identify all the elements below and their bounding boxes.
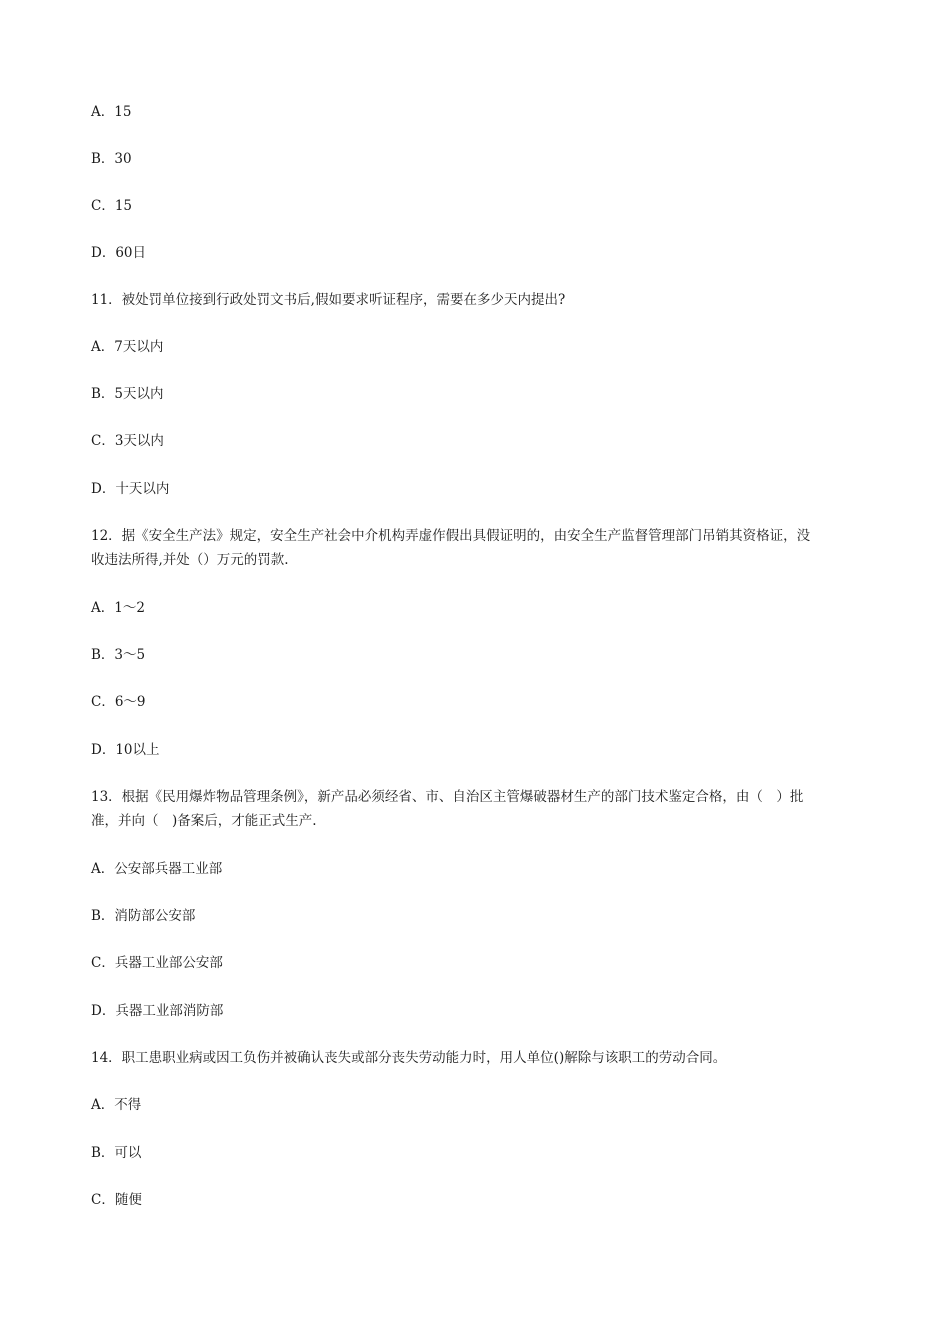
question-11: 11．被处罚单位接到行政处罚文书后,假如要求听证程序，需要在多少天内提出? [91, 292, 566, 308]
q11-option-a: A．7天以内 [91, 339, 164, 355]
q14-option-b: B．可以 [91, 1145, 142, 1161]
question-14: 14．职工患职业病或因工负伤并被确认丧失或部分丧失劳动能力时，用人单位()解除与该职工的劳动合同。 [91, 1050, 727, 1066]
q11-option-b: B．5天以内 [91, 386, 164, 402]
q13-option-d: D．兵器工业部消防部 [91, 1003, 224, 1019]
question-12-line-2: 收违法所得,并处（）万元的罚款. [91, 552, 289, 568]
q12-option-d: D．10以上 [91, 742, 160, 758]
q11-option-d: D．十天以内 [91, 481, 170, 497]
q12-option-a: A．1～2 [91, 600, 145, 616]
q13-option-b: B．消防部公安部 [91, 908, 196, 924]
q14-option-c: C．随便 [91, 1192, 142, 1208]
q12-option-b: B．3～5 [91, 647, 146, 663]
q13-option-c: C．兵器工业部公安部 [91, 955, 223, 971]
option-d-line: D．60日 [91, 245, 147, 261]
option-b-line: B．30 [91, 151, 132, 167]
q13-option-a: A．公安部兵器工业部 [91, 861, 223, 877]
q11-option-c: C．3天以内 [91, 433, 164, 449]
q14-option-a: A．不得 [91, 1097, 142, 1113]
q12-option-c: C．6～9 [91, 694, 146, 710]
option-c-line: C．15 [91, 198, 133, 214]
question-12-line-1: 12．据《安全生产法》规定，安全生产社会中介机构弄虚作假出具假证明的，由安全生产监督管理部门吊销其资格证，没 [91, 528, 811, 544]
question-13-line-1: 13．根据《民用爆炸物品管理条例》，新产品必须经省、市、自治区主管爆破器材生产的部门技术鉴定合格，由（ ）批 [91, 789, 804, 805]
question-13-line-2: 准，并向（ )备案后，才能正式生产. [91, 813, 317, 829]
option-a-line: A．15 [91, 104, 132, 120]
